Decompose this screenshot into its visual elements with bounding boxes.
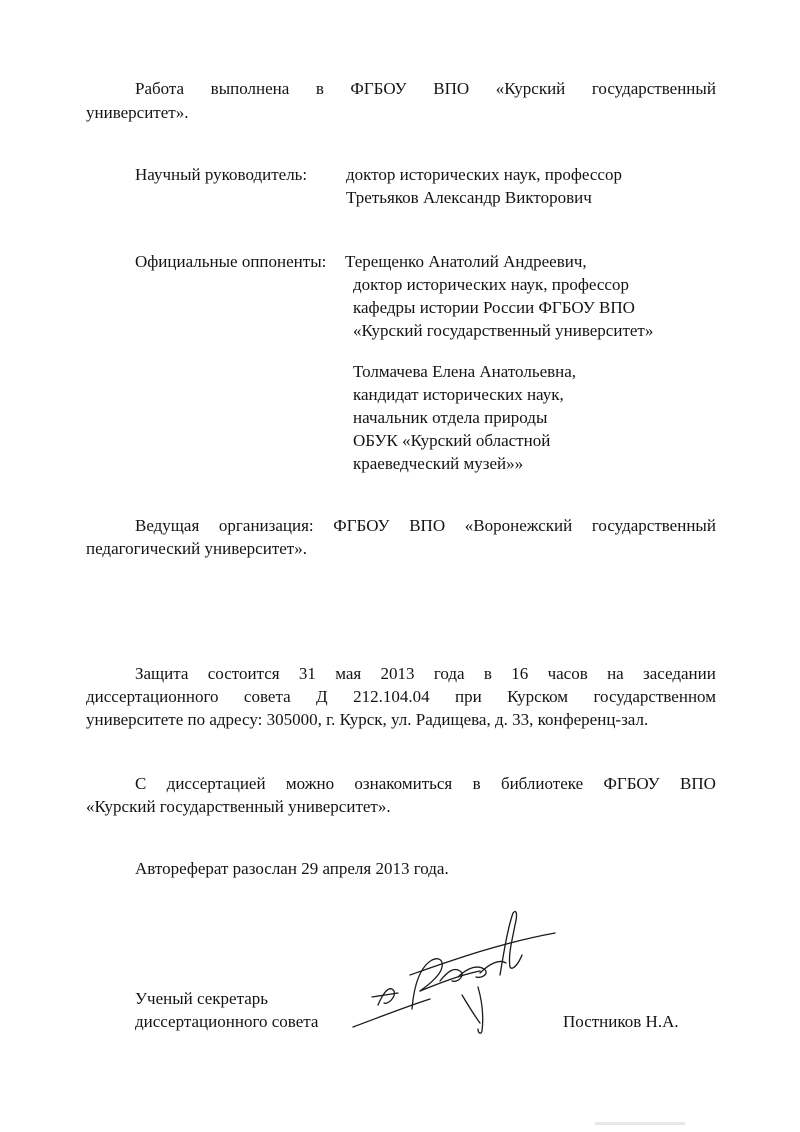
defense-line-2 bbox=[86, 685, 716, 709]
library-line-1 bbox=[135, 772, 716, 796]
word: ВПО bbox=[680, 774, 716, 793]
word: можно bbox=[285, 774, 335, 793]
scan-artifact bbox=[595, 1122, 685, 1125]
lead-org-line-1 bbox=[135, 514, 716, 538]
word: диссертацией bbox=[166, 774, 266, 793]
defense-line-3: университете по адресу: 305000, г. Курск, ул. Радищева, д. 33, конференц-зал. bbox=[86, 710, 649, 729]
word: часов bbox=[547, 664, 588, 683]
word: организация: bbox=[218, 516, 314, 535]
word: в bbox=[472, 774, 481, 793]
word: Д bbox=[316, 687, 328, 706]
word: диссертационного bbox=[86, 687, 219, 706]
word: государственном bbox=[593, 687, 716, 706]
defense-line-1 bbox=[135, 662, 716, 686]
word: ВПО bbox=[409, 516, 446, 535]
secretary-name: Постников Н.А. bbox=[563, 1012, 679, 1031]
word: Ведущая bbox=[135, 516, 200, 535]
word: ознакомиться bbox=[354, 774, 453, 793]
word: ФГБОУ bbox=[603, 774, 660, 793]
supervisor-label: Научный руководитель: bbox=[135, 165, 308, 184]
word: при bbox=[455, 687, 482, 706]
word: Курском bbox=[507, 687, 569, 706]
word: Защита bbox=[135, 664, 189, 683]
opponent-2-line-2: кандидат исторических наук, bbox=[353, 385, 564, 404]
secretary-title-line-1: Ученый секретарь bbox=[135, 989, 269, 1008]
opponent-1-line-2: доктор исторических наук, профессор bbox=[353, 275, 629, 294]
opponent-2-line-3: начальник отдела природы bbox=[353, 408, 548, 427]
word: 2013 bbox=[380, 664, 415, 683]
opponent-1-line-1: Терещенко Анатолий Андреевич, bbox=[345, 252, 587, 271]
word: 31 bbox=[298, 664, 316, 683]
word: года bbox=[433, 664, 465, 683]
word: Работа bbox=[135, 79, 185, 98]
word: ВПО bbox=[433, 79, 470, 98]
secretary-title-line-2: диссертационного совета bbox=[135, 1012, 319, 1031]
word: в bbox=[315, 79, 324, 98]
mailing-date: Автореферат разослан 29 апреля 2013 года. bbox=[135, 859, 449, 878]
word: на bbox=[607, 664, 624, 683]
word: библиотеке bbox=[500, 774, 584, 793]
opponent-2-line-5: краеведческий музей»» bbox=[353, 454, 524, 473]
word: «Воронежский bbox=[464, 516, 573, 535]
intro-line-2: университет». bbox=[86, 103, 189, 122]
opponent-2-line-4: ОБУК «Курский областной bbox=[353, 431, 551, 450]
word: 16 bbox=[511, 664, 529, 683]
opponents-label: Официальные оппоненты: bbox=[135, 252, 327, 271]
opponent-1-line-4: «Курский государственный университет» bbox=[353, 321, 654, 340]
word: ФГБОУ bbox=[350, 79, 407, 98]
opponent-2-line-1: Толмачева Елена Анатольевна, bbox=[353, 362, 577, 381]
word: мая bbox=[335, 664, 362, 683]
word: «Курский bbox=[495, 79, 566, 98]
word: государственный bbox=[591, 79, 716, 98]
word: государственный bbox=[591, 516, 716, 535]
library-line-2: «Курский государственный университет». bbox=[86, 797, 391, 816]
intro-line-1 bbox=[135, 77, 716, 101]
supervisor-line-2: Третьяков Александр Викторович bbox=[346, 188, 592, 207]
lead-org-line-2: педагогический университет». bbox=[86, 539, 307, 558]
word: в bbox=[483, 664, 492, 683]
word: выполнена bbox=[210, 79, 290, 98]
signature bbox=[350, 905, 565, 1040]
word: С bbox=[135, 774, 147, 793]
word: 212.104.04 bbox=[353, 687, 430, 706]
word: состоится bbox=[207, 664, 280, 683]
word: заседании bbox=[643, 664, 716, 683]
word: совета bbox=[243, 687, 291, 706]
opponent-1-line-3: кафедры истории России ФГБОУ ВПО bbox=[353, 298, 635, 317]
supervisor-line-1: доктор исторических наук, профессор bbox=[346, 165, 622, 184]
word: ФГБОУ bbox=[333, 516, 390, 535]
